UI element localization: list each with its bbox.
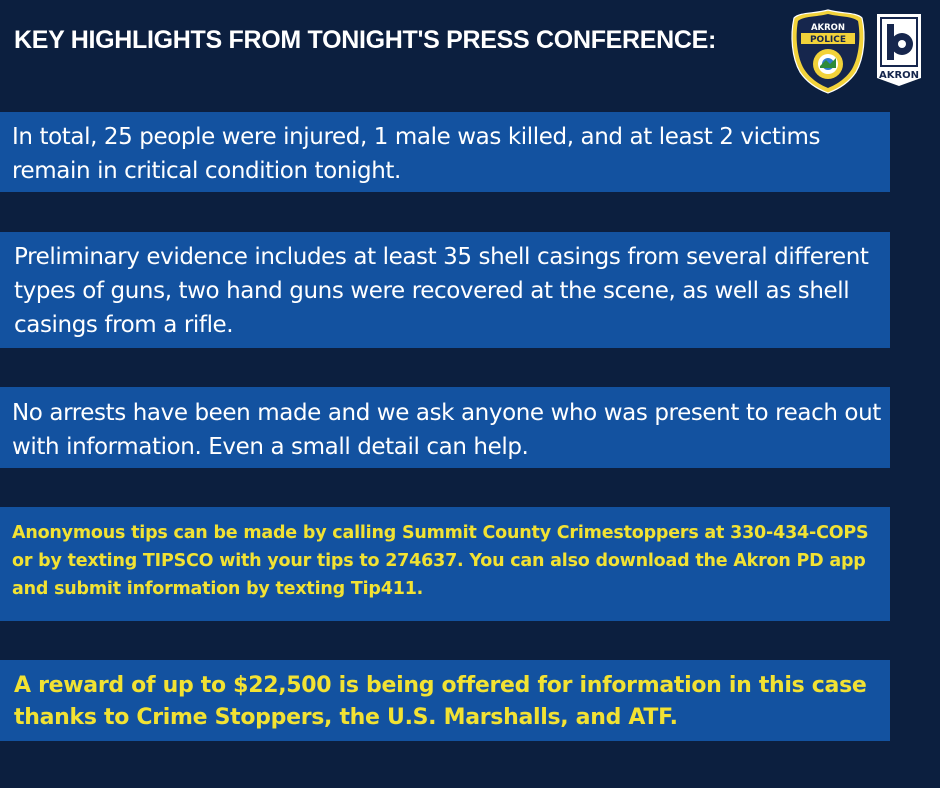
highlight-text: Anonymous tips can be made by calling Summit County Crimestoppers at 330-434-COPS or by texting TIPSCO with your tips to 274637. You can also download the Akron PD app and submit information by texting Tip411. [12, 523, 869, 599]
svg-text:AKRON: AKRON [810, 23, 846, 33]
highlight-box-tips [0, 507, 890, 621]
highlight-box-injuries [0, 112, 890, 192]
highlight-text: In total, 25 people were injured, 1 male was killed, and at least 2 victims remain in critical condition tonight. [12, 124, 821, 184]
highlight-box-arrests [0, 387, 890, 468]
page-title: KEY HIGHLIGHTS FROM TONIGHT'S PRESS CONFERENCE: [14, 26, 717, 54]
highlight-text: Preliminary evidence includes at least 35 shell casings from several different types of guns, two hand guns were recovered at the scene, as well as shell casings from a rifle. [14, 244, 869, 338]
akron-city-logo-icon [874, 12, 924, 88]
svg-text:AKRON: AKRON [878, 70, 920, 81]
highlight-text: No arrests have been made and we ask anyone who was present to reach out with information. Even a small detail can help. [12, 400, 881, 460]
svg-text:POLICE: POLICE [809, 35, 847, 45]
highlight-text: A reward of up to $22,500 is being offered for information in this case thanks to Crime Stoppers, the U.S. Marshalls, and ATF. [14, 673, 867, 730]
akron-police-badge-icon [790, 8, 866, 94]
highlight-box-reward [0, 660, 890, 741]
highlight-box-evidence [0, 232, 890, 348]
